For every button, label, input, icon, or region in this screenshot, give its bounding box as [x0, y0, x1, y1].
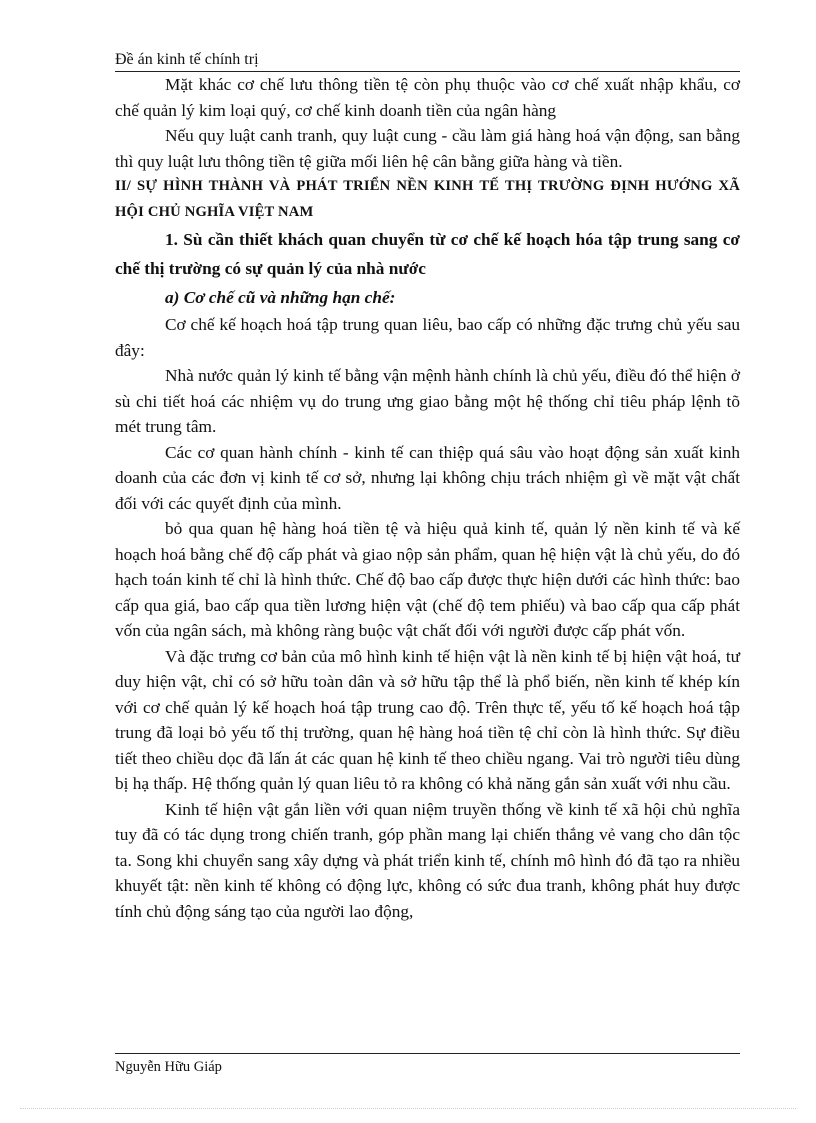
paragraph-1: Mặt khác cơ chế lưu thông tiền tệ còn phụ thuộc vào cơ chế xuất nhập khẩu, cơ chế quản lý kim loại quý, cơ chế kinh doanh tiền của ngân hàng — [115, 75, 740, 120]
page-edge-dotted-line — [20, 1108, 796, 1109]
paragraph-3: Cơ chế kế hoạch hoá tập trung quan liêu, bao cấp có những đặc trưng chủ yếu sau đây: — [115, 315, 740, 360]
page-footer-author: Nguyễn Hữu Giáp — [115, 1059, 222, 1075]
section-heading: II/ SỰ HÌNH THÀNH VÀ PHÁT TRIỂN NỀN KINH TẾ THỊ TRƯỜNG ĐỊNH HƯỚNG XÃ HỘI CHỦ NGHĨA VIỆT NAM — [115, 178, 740, 220]
paragraph-7: Và đặc trưng cơ bản của mô hình kinh tế hiện vật là nền kinh tế bị hiện vật hoá, tư duy hiện vật, chỉ có sở hữu toàn dân và sở hữu tập thể là phổ biến, nền kinh tế khép kín với cơ chế quản lý kế hoạch hoá tập trung cao độ. Trên thực tế, yếu tố kế hoạch hoá tập trung đã loại bỏ yếu tố thị trường, quan hệ hàng hoá tiền tệ chỉ còn là hình thức. Sự điều tiết theo chiều dọc đã lấn át các quan hệ kinh tế theo chiều ngang. Vai trò người tiêu dùng bị hạ thấp. Hệ thống quản lý quan liêu tỏ ra không có khả năng gắn sản xuất với nhu cầu. — [115, 646, 740, 793]
paragraph-2: Nếu quy luật canh tranh, quy luật cung - cầu làm giá hàng hoá vận động, san bằng thì quy luật lưu thông tiền tệ giữa mối liên hệ cân bằng giữa hàng và tiền. — [115, 126, 740, 171]
subsubsection-heading: a) Cơ chế cũ và những hạn chế: — [165, 288, 396, 307]
paragraph-8: Kinh tế hiện vật gắn liền với quan niệm truyền thống về kinh tế xã hội chủ nghĩa tuy đã có tác dụng trong chiến tranh, góp phần mang lại chiến thắng vẻ vang cho dân tộc ta. Song khi chuyển sang xây dựng và phát triển kinh tế, chính mô hình đó đã tạo ra nhiều khuyết tật: nền kinh tế không có động lực, không có sức đua tranh, không phát huy được tính chủ động sáng tạo của người lao động, — [115, 799, 740, 921]
page-header-title: Đề án kinh tế chính trị — [115, 51, 259, 68]
document-body — [115, 72, 740, 924]
paragraph-6: bỏ qua quan hệ hàng hoá tiền tệ và hiệu quả kinh tế, quản lý nền kinh tế và kế hoạch hoá bằng chế độ cấp phát và giao nộp sản phẩm, quan hệ hiện vật là chủ yếu, do đó hạch toán kinh tế chỉ là hình thức. Chế độ bao cấp được thực hiện dưới các hình thức: bao cấp qua giá, bao cấp qua tiền lương hiện vật (chế độ tem phiếu) và bao cấp qua cấp phát vốn của ngân sách, mà không ràng buộc vật chất đối với người được cấp phát vốn. — [115, 519, 740, 640]
paragraph-5: Các cơ quan hành chính - kinh tế can thiệp quá sâu vào hoạt động sản xuất kinh doanh của các đơn vị kinh tế cơ sở, nhưng lại không chịu trách nhiệm gì về mặt vật chất đối với các quyết định của mình. — [115, 442, 740, 513]
subsection-heading: 1. Sù cần thiết khách quan chuyển từ cơ chế kế hoạch hóa tập trung sang cơ chế thị trường có sự quản lý của nhà nước — [115, 230, 740, 278]
paragraph-4: Nhà nước quản lý kinh tế bằng vận mệnh hành chính là chủ yếu, điều đó thể hiện ở sù chi tiết hoá các nhiệm vụ do trung ưng giao bằng một hệ thống chỉ tiêu pháp lệnh tõ mét trung tâm. — [115, 366, 740, 436]
footer-divider — [115, 1053, 740, 1054]
